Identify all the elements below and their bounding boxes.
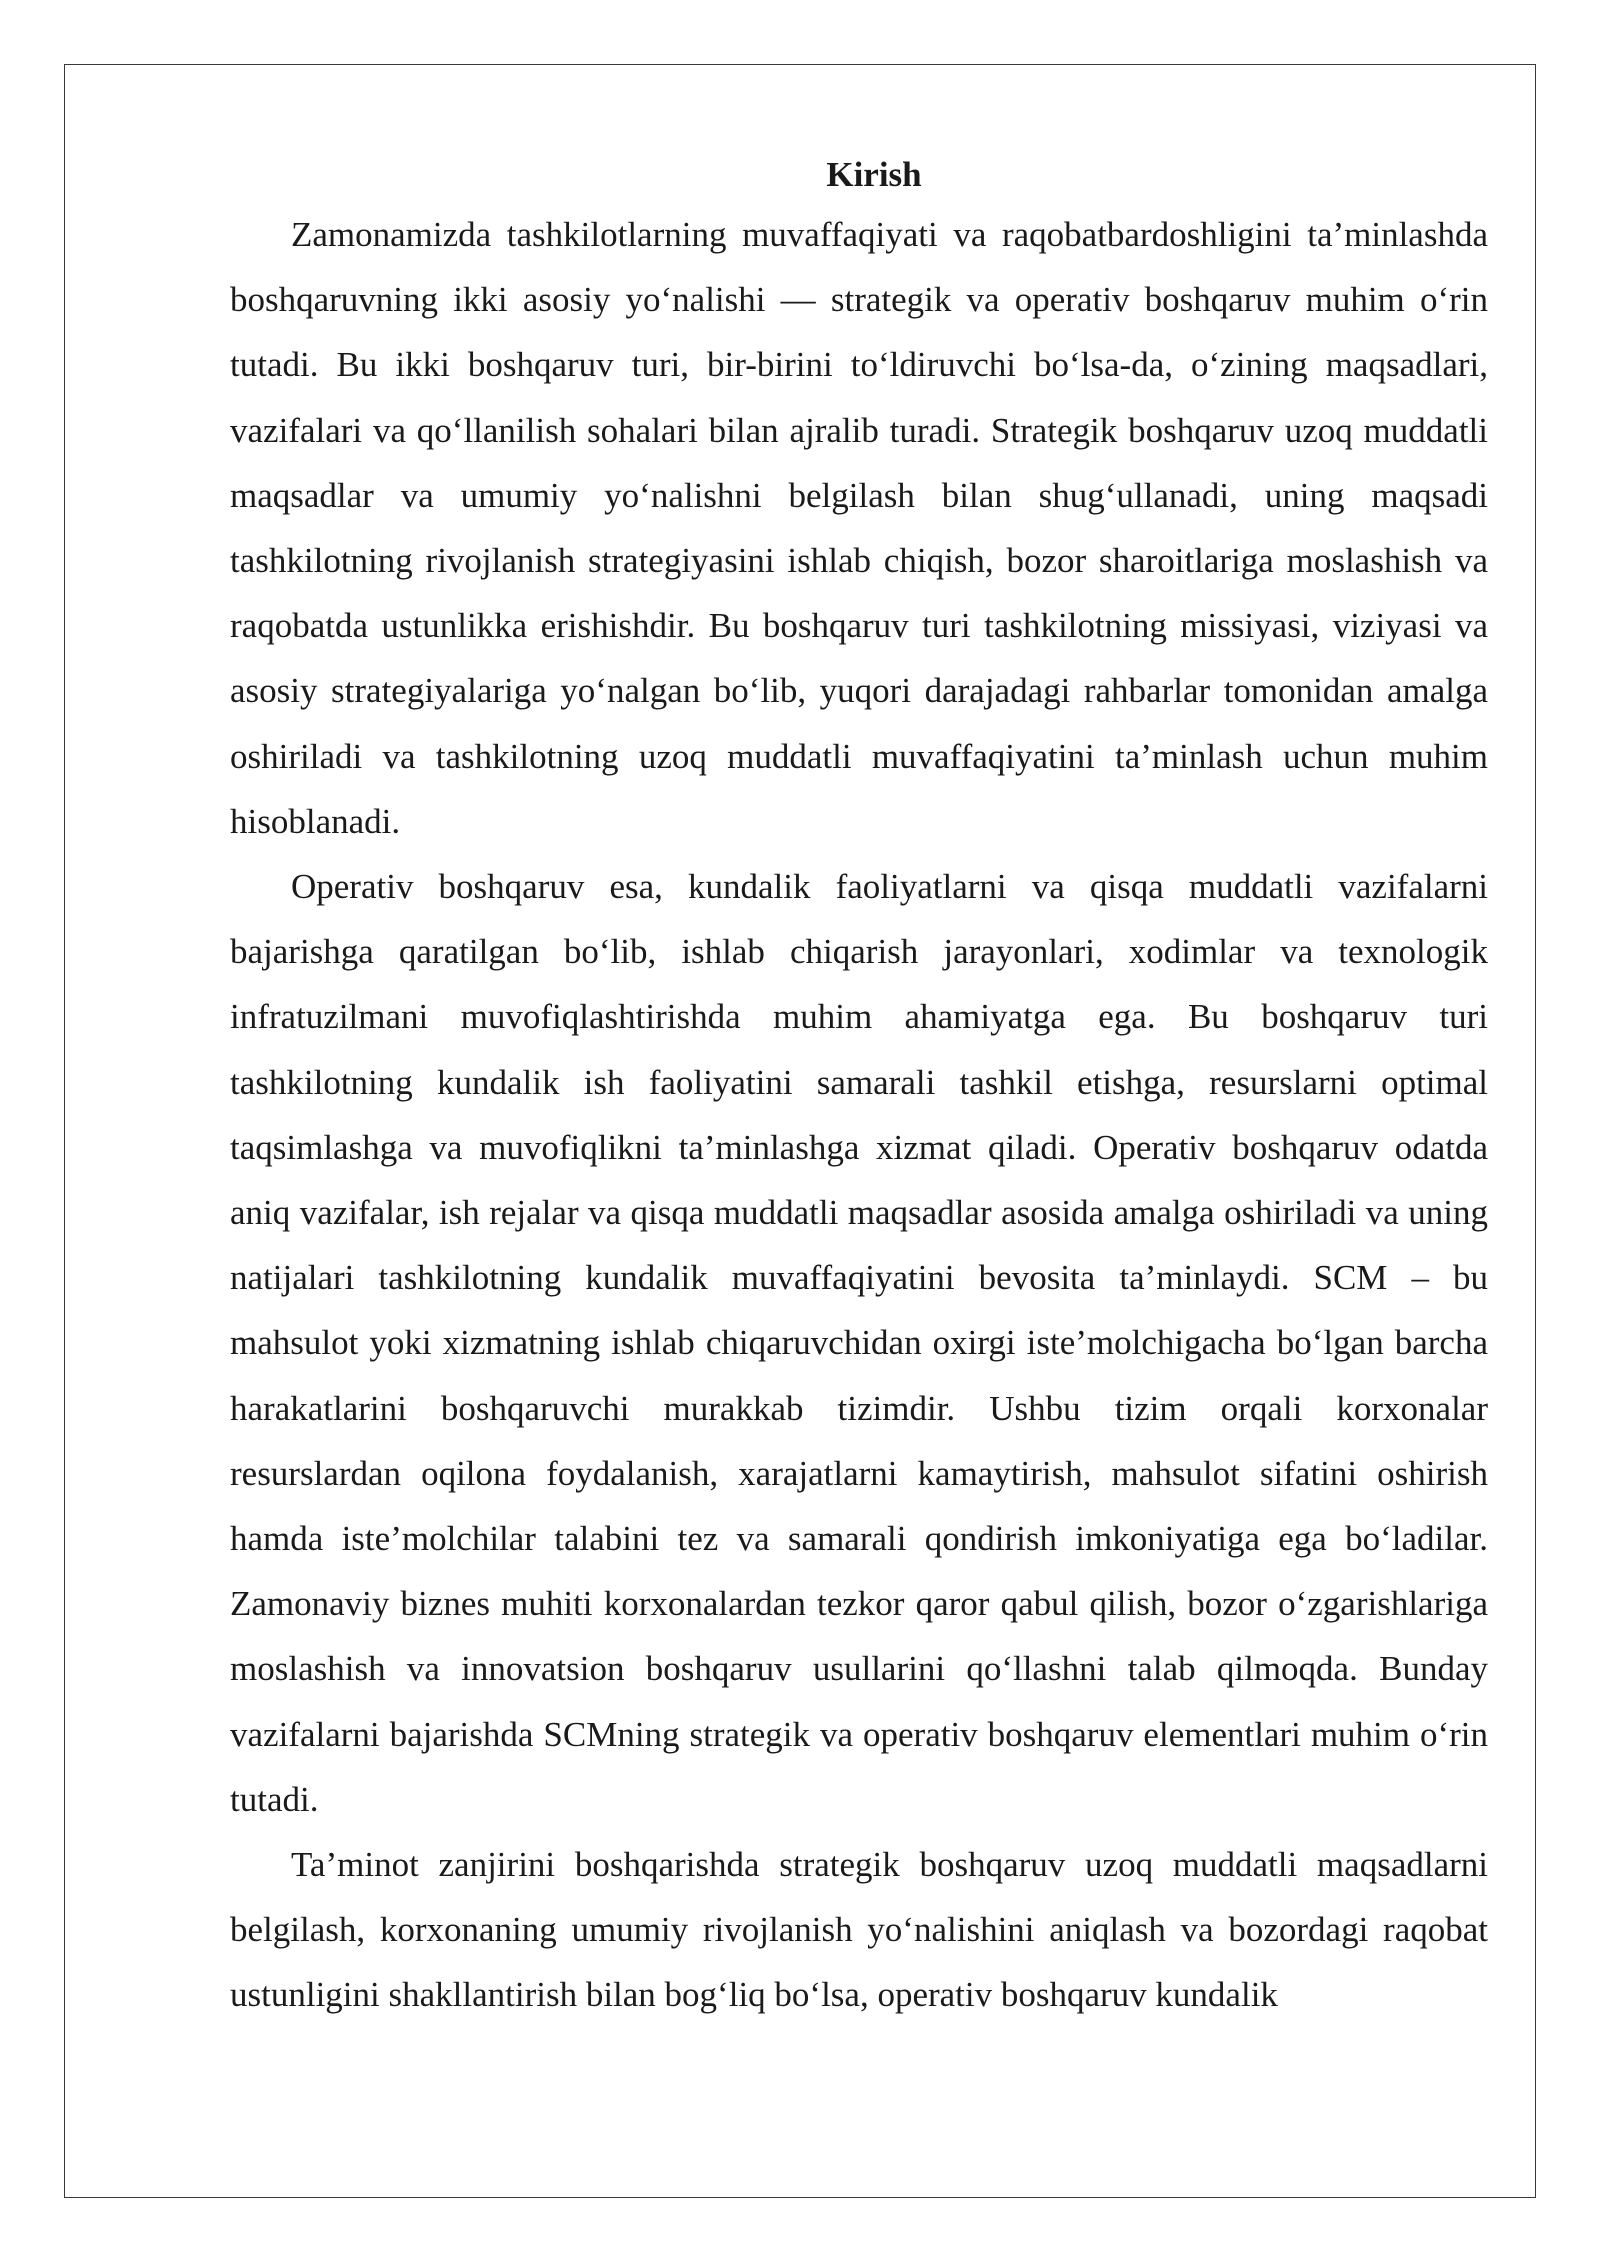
- paragraph-1: Zamonamizda tashkilotlarning muvaffaqiyati va raqobatbardoshligini ta’minlashda boshqaruvning ikki asosiy yo‘nalishi — strategik va operativ boshqaruv muhim o‘rin tutadi. Bu ikki boshqaruv turi, bir-birini to‘ldiruvchi bo‘lsa-da, o‘zining maqsadlari, vazifalari va qo‘llanilish sohalari bilan ajralib turadi. Strategik boshqaruv uzoq muddatli maqsadlar va umumiy yo‘nalishni belgilash bilan shug‘ullanadi, uning maqsadi tashkilotning rivojlanish strategiyasini ishlab chiqish, bozor sharoitlariga moslashish va raqobatda ustunlikka erishishdir. Bu boshqaruv turi tashkilotning missiyasi, viziyasi va asosiy strategiyalariga yo‘nalgan bo‘lib, yuqori darajadagi rahbarlar tomonidan amalga oshiriladi va tashkilotning uzoq muddatli muvaffaqiyatini ta’minlash uchun muhim hisoblanadi.: [230, 215, 1488, 841]
- paragraph-2: Operativ boshqaruv esa, kundalik faoliyatlarni va qisqa muddatli vazifalarni bajarishga qaratilgan bo‘lib, ishlab chiqarish jarayonlari, xodimlar va texnologik infratuzilmani muvofiqlashtirishda muhim ahamiyatga ega. Bu boshqaruv turi tashkilotning kundalik ish faoliyatini samarali tashkil etishga, resurslarni optimal taqsimlashga va muvofiqlikni ta’minlashga xizmat qiladi. Operativ boshqaruv odatda aniq vazifalar, ish rejalar va qisqa muddatli maqsadlar asosida amalga oshiriladi va uning natijalari tashkilotning kundalik muvaffaqiyatini bevosita ta’minlaydi. SCM – bu mahsulot yoki xizmatning ishlab chiqaruvchidan oxirgi iste’molchigacha bo‘lgan barcha harakatlarini boshqaruvchi murakkab tizimdir. Ushbu tizim orqali korxonalar resurslardan oqilona foydalanish, xarajatlarni kamaytirish, mahsulot sifatini oshirish hamda iste’molchilar talabini tez va samarali qondirish imkoniyatiga ega bo‘ladilar. Zamonaviy biznes muhiti korxonalardan tezkor qaror qabul qilish, bozor o‘zgarishlariga moslashish va innovatsion boshqaruv usullarini qo‘llashni talab qilmoqda. Bunday vazifalarni bajarishda SCMning strategik va operativ boshqaruv elementlari muhim o‘rin tutadi.: [230, 867, 1488, 1819]
- paragraph-3: Ta’minot zanjirini boshqarishda strategik boshqaruv uzoq muddatli maqsadlarni belgilash, korxonaning umumiy rivojlanish yo‘nalishini aniqlash va bozordagi raqobat ustunligini shakllantirish bilan bog‘liq bo‘lsa, operativ boshqaruv kundalik: [230, 1845, 1488, 2015]
- document-body: [230, 148, 1488, 2028]
- document-title: Kirish: [826, 155, 922, 194]
